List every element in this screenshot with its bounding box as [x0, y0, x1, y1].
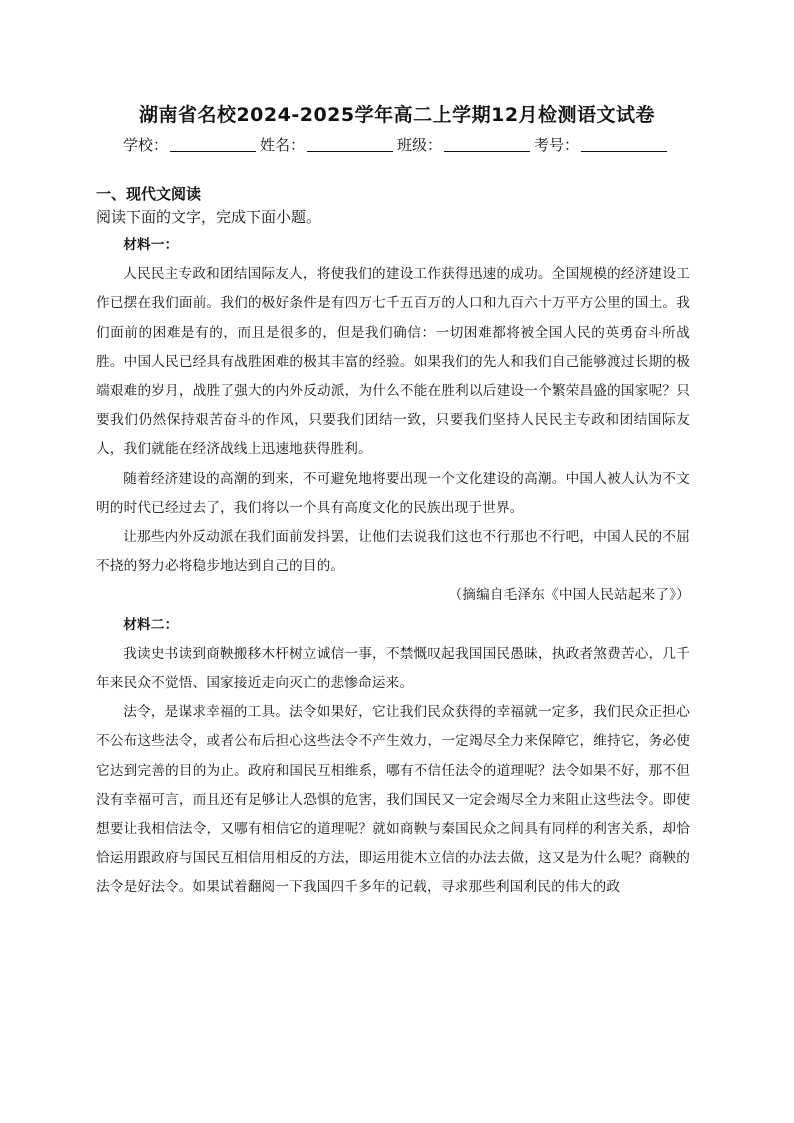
exam-number-blank[interactable]	[581, 137, 667, 152]
school-blank[interactable]	[170, 137, 256, 152]
exam-title: 湖南省名校2024-2025学年高二上学期12月检测语文试卷	[138, 104, 656, 126]
reading-passage	[96, 231, 690, 903]
school-label: 学校：	[122, 136, 168, 154]
material-one-paragraph: 让那些内外反动派在我们面前发抖罢，让他们去说我们这也不行那也不行吧，中国人民的不屈不挠的努力必将稳步地达到自己的目的。	[96, 529, 690, 575]
instruction-text: 阅读下面的文字，完成下面小题。	[96, 208, 322, 226]
exam-number-label: 考号：	[534, 136, 580, 154]
student-info-line	[0, 134, 794, 155]
section-heading: 一、现代文阅读	[96, 185, 202, 203]
material-two-paragraph: 我读史书读到商鞅搬移木杆树立诚信一事，不禁慨叹起我国国民愚昧，执政者煞费苦心，几千年来民众不觉悟、国家接近走向灭亡的悲惨命运来。	[96, 645, 690, 692]
material-two-label: 材料二：	[123, 616, 179, 633]
material-one-source: （摘编自毛泽东《中国人民站起来了》）	[448, 587, 690, 604]
material-one-paragraph: 人民民主专政和团结国际友人，将使我们的建设工作获得迅速的成功。全国规模的经济建设工作已摆在我们面前。我们的极好条件是有四万七千五百万的人口和九百六十万平方公里的国土。我们面前的困难是有的，而且是很多的，但是我们确信：一切困难都将被全国人民的英勇奋斗所战胜。中国人民已经具有战胜困难的极其丰富的经验。如果我们的先人和我们自己能够渡过长期的极端艰难的岁月，战胜了强大的内外反动派，为什么不能在胜利以后建设一个繁荣昌盛的国家呢？只要我们仍然保持艰苦奋斗的作风，只要我们团结一致，只要我们坚持人民民主专政和团结国际友人，我们就能在经济战线上迅速地获得胜利。	[96, 266, 690, 458]
class-blank[interactable]	[444, 137, 530, 152]
name-blank[interactable]	[307, 137, 393, 152]
class-label: 班级：	[397, 136, 443, 154]
material-one-paragraph: 随着经济建设的高潮的到来，不可避免地将要出现一个文化建设的高潮。中国人被人认为不文明的时代已经过去了，我们将以一个具有高度文化的民族出现于世界。	[96, 470, 690, 516]
name-label: 姓名：	[259, 136, 305, 154]
material-one-label: 材料一：	[123, 237, 179, 253]
material-two-paragraph: 法令，是谋求幸福的工具。法令如果好，它让我们民众获得的幸福就一定多，我们民众正担心不公布这些法令，或者公布后担心这些法令不产生效力，一定竭尽全力来保障它，维持它，务必使它达到完善的目的为止。政府和国民互相维系，哪有不信任法令的道理呢？法令如果不好，那不但没有幸福可言，而且还有足够让人恐惧的危害，我们国民又一定会竭尽全力来阻止这些法令。即使想要让我相信法令，又哪有相信它的道理呢？就如商鞅与秦国民众之间具有同样的利害关系，却恰恰运用跟政府与国民互相信用相反的方法，即运用徙木立信的办法去做，这又是为什么呢？商鞅的法令是好法令。如果试着翻阅一下我国四千多年的记载，寻求那些利国利民的伟大的政	[96, 704, 690, 896]
